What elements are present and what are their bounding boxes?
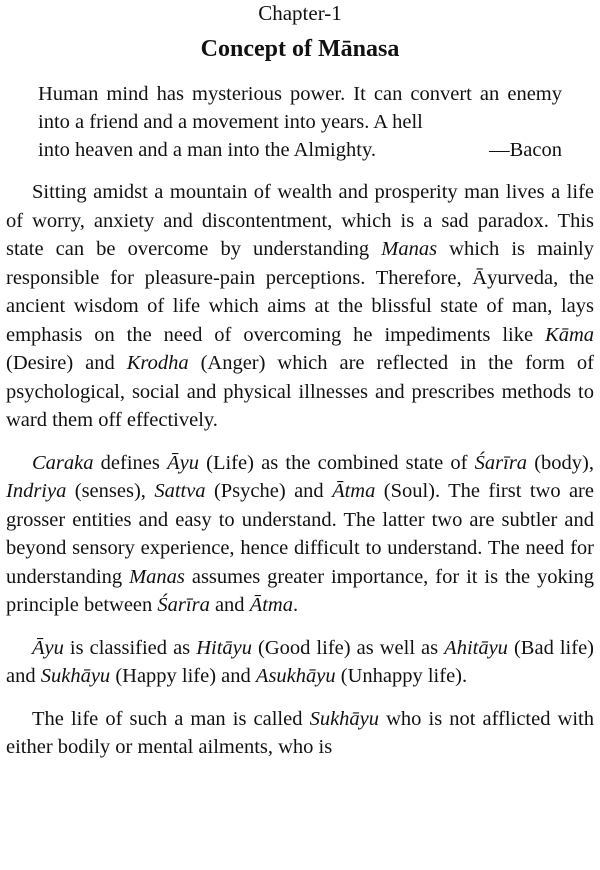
italic-term: Manas: [129, 565, 185, 588]
italic-term: Krodha: [126, 352, 189, 374]
italic-term: Indriya: [6, 480, 67, 502]
italic-term: Caraka: [32, 451, 94, 474]
italic-term: Ātma: [332, 480, 376, 502]
italic-term: Asukhāyu: [255, 665, 336, 687]
text-run: is classified as: [63, 636, 197, 659]
chapter-label: Chapter-1: [258, 1, 342, 25]
body-paragraph-3: [6, 634, 594, 691]
italic-term: Āyu: [167, 451, 199, 474]
text-run: and: [209, 594, 250, 616]
epigraph-attribution: —Bacon: [489, 139, 562, 161]
italic-term: Sukhāyu: [309, 707, 380, 730]
text-run: (Bad life) and: [6, 636, 594, 687]
text-run: (Soul). The first two are grosser entities and easy to understand. The latter two are subtler and beyond sensory experience, hence difficult to understand. The need for understanding: [6, 480, 594, 588]
chapter-title: Concept of Mānasa: [200, 36, 400, 62]
italic-term: Manas: [381, 238, 438, 260]
body-paragraph-2: [6, 449, 594, 620]
epigraph: [38, 80, 562, 164]
text-run: (Good life) as well as: [251, 636, 445, 659]
text-run: (senses),: [66, 480, 155, 502]
italic-term: Śarīra: [474, 451, 528, 474]
italic-term: Kāma: [545, 323, 594, 346]
text-run: (Unhappy life).: [335, 665, 468, 687]
text-run: assumes greater importance, for it is the yoking principle between: [6, 565, 594, 616]
text-run: The life of such a man is called: [32, 707, 310, 730]
italic-term: Sukhāyu: [40, 665, 111, 687]
text-run: .: [292, 594, 299, 616]
text-run: who is not afflicted with either bodily or mental ailments, who is: [6, 707, 594, 758]
text-run: (Psyche) and: [205, 480, 333, 502]
italic-term: Sattva: [154, 480, 206, 502]
body-paragraph-4: [6, 705, 594, 762]
text-run: (Anger) which are reflected in the form of psychological, social and physical illnesses and prescribes methods to ward them off effectively.: [6, 352, 594, 431]
epigraph-last-line: [38, 136, 562, 164]
body-paragraph-1: [6, 178, 594, 435]
text-run: (Desire) and: [6, 352, 127, 374]
text-run: which is mainly responsible for pleasure-pain perceptions. Therefore, Āyurveda, the ancient wisdom of life which aims at the blissful state of man, lays emphasis on the need of overcoming he impediments like: [6, 238, 594, 346]
italic-term: Āyu: [32, 636, 64, 659]
text-run: (Life) as the combined state of: [198, 451, 475, 474]
italic-term: Ahitāyu: [444, 636, 508, 659]
text-run: (body),: [527, 451, 595, 474]
italic-term: Ātma: [249, 594, 293, 616]
text-run: Sitting amidst a mountain of wealth and prosperity man lives a life of worry, anxiety and discontentment, which is a sad paradox. This state can be overcome by understanding: [6, 181, 594, 260]
epigraph-last-line-text: into heaven and a man into the Almighty.: [38, 139, 376, 161]
text-run: (Happy life) and: [110, 665, 256, 687]
italic-term: Śarīra: [157, 594, 210, 616]
text-run: defines: [93, 451, 168, 474]
epigraph-text: Human mind has mysterious power. It can convert an enemy into a friend and a movement into years. A hell: [38, 83, 562, 133]
italic-term: Hitāyu: [196, 636, 252, 659]
